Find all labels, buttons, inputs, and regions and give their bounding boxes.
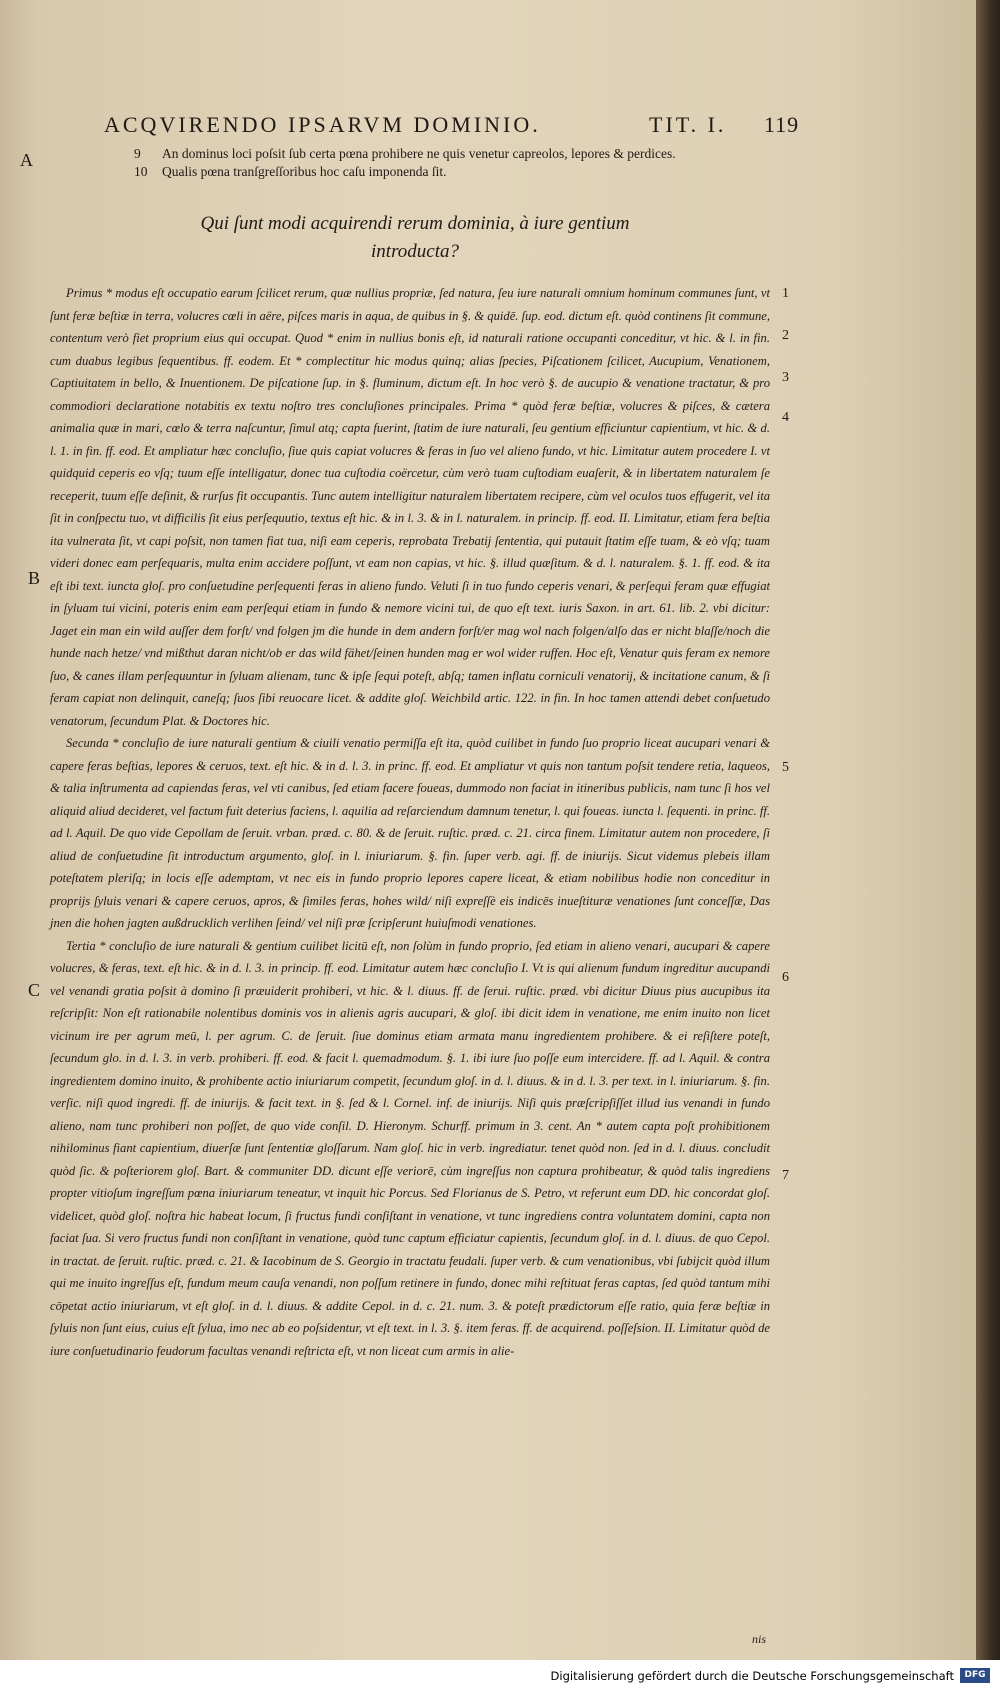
margin-letter-b: B (28, 568, 41, 588)
margin-number: 3 (782, 370, 789, 385)
margin-number: 5 (782, 760, 789, 775)
body-text (50, 282, 770, 1362)
margin-number: 7 (782, 1168, 789, 1183)
running-header (104, 112, 800, 138)
margin-letter-a: A (20, 150, 33, 170)
toc-number: 9 (134, 146, 141, 161)
paragraph: Primus * modus eſt occupatio earum ſcilicet rerum, quæ nullius propriæ, ſed natura, ſeu iure naturali omnium hominum communes ſunt, vt ſunt feræ beſtiæ in terra, volucres cœli in aëre, piſces maris in aqua, de quibus in §. & quidē. ſup. eod. dictum eſt. quòd continens ſit commune, contentum verò fiet proprium eius qui occupat. Quod * enim in nullius bonis eſt, id naturali ratione occupanti conceditur, vt hic. & l. in fin. cum duabus legibus ſequentibus. ff. eodem. Et * complectitur hic modus quinq; alias ſpecies, Piſcationem ſcilicet, Aucupium, Venationem, Captiuitatem in bello, & Inuentionem. De piſcatione ſup. in §. fluminum, dictum eſt. In hoc verò §. de aucupio & venatione tractatur, & pro commodiori declaratione notabitis ex textu noſtro tres concluſiones principales. Prima * quòd feræ beſtiæ, volucres & piſces, & cætera animalia quæ in mari, cœlo & terra naſcuntur, ſimul atq; capta fuerint, ſtatim de iure naturali, ſeu gentium efficiuntur capientium, vt hic. & d. l. 1. in fin. ff. eod. Et ampliatur hæc concluſio, ſiue quis capiat volucres & feras in ſuo vel alieno fundo, vt hic. Limitatur autem procedere I. vt quidquid ceperis eo vſq; tuum eſſe intelligatur, donec tua cuſtodia coërcetur, cùm verò tuam cuſtodiam euaſerit, & in libertatem naturalem ſe receperit, tuum eſſe deſinit, & rurſus fit occupantis. Tunc autem intelligitur naturalem libertatem recipere, cùm vel oculos tuos effugerit, vel ita ſit in conſpectu tuo, vt difficilis ſit eius perſequutio, textus eſt hic. & in l. 3. & in l. naturalem. in princip. ff. eod. II. Limitatur, etiam fera beſtia ita vulnerata ſit, vt capi poſsit, non tamen fiat tua, niſi eam ceperis, reprobata Trebatij ſententia, qui putauit ſtatim eſſe tuam, & eò vſq; tuam videri donec eam perſequaris, multa enim accidere poſſunt, vt eam non capias, vt hic. §. illud quæſitum. & d. l. naturalem. §. 1. ff. eod. & ita eſt ibi text. iuncta gloſ. pro conſuetudine perſequenti feras in alieno fundo. Veluti ſi in tuo fundo ceperis venari, & perſequi feram quæ effugiat in ſyluam tui vicini, poteris enim eam perſequi etiam in fundo & nemore vicini tui, de quo eſt text. iuris Saxon. in art. 61. lib. 2. vbi dicitur: Jaget ein man ein wild auſſer dem forſt/ vnd folgen jm die hunde in dem andern forſt/er mag wol nach folgen/alſo das er nicht blaſſe/noch die hunde nach hetze/ vnd mißthut daran nicht/ob er das wild fähet/ſeinen hunden mag er wol wider ruffen. Hoc eſt, Venatur quis feram ex nemore ſuo, & canes illam perſequuntur in ſyluam alienam, tunc & ipſe ſequi poteſt, abſq; tamen inflatu corniculi venatorij, & incitatione canum, & ſi feram capiat non delinquit, caneſq; ſuos ſibi reuocare licet. & addite gloſ. Weichbild artic. 122. in fin. In hoc tamen attendi debet conſuetudo venatorum, ſecundum Plat. & Doctores hic. (50, 286, 770, 728)
footer-credit: Digitalisierung gefördert durch die Deutsche Forschungsgemeinschaft (550, 1669, 954, 1683)
toc-text: Qualis pœna tranſgreſſoribus hoc caſu imponenda ſit. (162, 164, 447, 179)
dfg-logo: DFG (960, 1668, 990, 1683)
section-title: Qui ſunt modi acquirendi rerum dominia, à iure gentium introducta? (200, 213, 630, 262)
book-edge (976, 0, 1000, 1660)
footer-bar (0, 1660, 1000, 1692)
margin-number: 4 (782, 410, 789, 425)
toc-entry (134, 164, 447, 180)
margin-letter-c: C (28, 980, 41, 1000)
margin-number: 1 (782, 286, 789, 301)
margin-number: 2 (782, 328, 789, 343)
page-number: 119 (764, 112, 800, 137)
toc-entry (134, 146, 676, 162)
toc-number: 10 (134, 164, 148, 179)
running-title: ACQVIRENDO IPSARVM DOMINIO. (104, 112, 541, 137)
catchword: nis (752, 1632, 767, 1646)
paragraph: Tertia * concluſio de iure naturali & gentium cuilibet licitū eſt, non ſolùm in fundo proprio, ſed etiam in alieno venari, aucupari & capere volucres, & feras, text. eſt hic. & in d. l. 3. in princip. ff. eod. Limitatur autem hæc concluſio I. Vt is qui alienum fundum ingreditur aucupandi vel venandi gratia poſsit à domino ſi præuiderit prohiberi, vt hic. & l. diuus. ff. de ſerui. ruſtic. præd. vbi dicitur Diuus pius aucupibus ita reſcripſit: Non eſt rationabile nolentibus dominis vos in alienis agris aucupari, & gloſ. ibi dicit idem in venatione, me enim inuito non licet vicinum ire per agrum meū, l. per agrum. C. de ſeruit. ſiue dominus etiam armata manu ingredientem prohibere. & ei reſiſtere poteſt, ſecundum glo. in d. l. 3. in verb. prohiberi. ff. eod. & facit l. quemadmodum. §. 1. ibi iure ſuo poſſe eum intercidere. ff. ad l. Aquil. & contra ingredientem domino inuito, & prohibente actio iniuriarum competit, ſecundum gloſ. in d. l. diuus. & in d. l. 3. per text. in l. iniuriarum. §. fin. verſic. niſi quod ingredi. ff. de iniurijs. & facit text. in §. ſed & l. Cornel. inf. de iniurijs. Niſi quis præſcripſiſſet illud ius venandi in fundo alieno, nam tunc prohiberi non poſſet, de quo vide conſil. D. Hieronym. Schurff. primum in 3. cent. An * autem capta poſt prohibitionem nihilominus fiant capientium, diuerſæ ſunt ſententiæ gloſſarum. Nam gloſ. hic in verb. ingrediatur. tenet quòd non. ſed in d. l. diuus. concludit quòd ſic. & poſteriorem gloſ. Bart. & communiter DD. dicunt eſſe veriorē, cùm ingreſſus non captura prohibeatur, & quòd talis ingrediens propter vitioſum ingreſſum pœna iniuriarum teneatur, vt inquit hic Porcus. Sed Florianus de S. Petro, vt referunt eum DD. hic concordat gloſ. videlicet, quòd gloſ. noſtra hic habeat locum, ſi fructus fundi conſiſtant in venatione, vt tunc ingrediens contra voluntatem domini, capta non faciat ſua. Si vero fructus fundi non conſiſtant in venatione, quòd tunc captum efficiatur capientis, ſecundum gloſ. in d. l. diuus. de quo Cepol. in tractat. de ſeruit. ruſtic. præd. c. 21. & Iacobinum de S. Georgio in tractatu feudali. ſuper verb. & cum venationibus, vbi ſubijcit quòd illum qui me inuito ingreſſus eſt, fundum meum cauſa venandi, non poſſum retinere in fundo, donec mihi reſtituat feras captas, ſed quòd tantum mihi cōpetat actio iniuriarum, vt eſt gloſ. in d. l. diuus. & addite Cepol. in d. c. 21. num. 3. & poteſt prædictorum eſſe ratio, quia feræ beſtiæ in ſyluis non ſunt eius, cuius eſt ſylua, imo nec ab eo poſsidentur, vt eſt text. in l. 3. §. item feras. ff. de acquirend. poſſeſsion. II. Limitatur quòd de iure conſuetudinario feudorum facultas venandi reſtricta eſt, vt non liceat cum armis in alie- (50, 938, 770, 1358)
margin-number: 6 (782, 970, 789, 985)
title-marker: TIT. I. (649, 112, 727, 137)
paragraph: Secunda * concluſio de iure naturali gentium & ciuili venatio permiſſa eſt ita, quòd cuilibet in fundo ſuo proprio liceat aucupari venari & capere feras beſtias, lepores & ceruos, text. eſt hic. & in d. l. 3. in princ. ff. eod. Et ampliatur vt quis non tantum poſsit tendere retia, laqueos, & talia inſtrumenta ad capiendas feras, vel vti canibus, ſed etiam facere foueas, dummodo non faciat in itineribus publicis, nam tunc ſi hos vel aliquid aliud decideret, vel factum fuit deterius faciens, l. aquilia ad reſarciendum damnum tenetur, l. qui foueas. iuncta l. ſequenti. in princ. ff. ad l. Aquil. De quo vide Cepollam de ſeruit. vrban. præd. c. 80. & de ſeruit. ruſtic. præd. c. 21. circa finem. Limitatur autem non procedere, ſi aliud de conſuetudine ſit introductum argumento, gloſ. in l. iniuriarum. §. fin. ſuper verb. agi. ff. de iniurijs. Sicut videmus plebeis illam poteſtatem pleriſq; in locis eſſe ademptam, vt nec eis in fundo proprio lepores capere liceat, & etiam nobilibus hodie non conceditur in proprijs ſyluis venari & capere ceruos, apros, & ſimiles feras, hohes wild/ niſi expreſſè eis indicēs inueſtituræ venationes ſunt conceſſæ, Das jnen die hohen jagten außdrucklich verlihen ſeind/ vel niſi præ ſcripſerunt huiuſmodi venationes. (50, 736, 770, 930)
toc-text: An dominus loci poſsit ſub certa pœna prohibere ne quis venetur capreolos, lepores & perdices. (162, 146, 676, 161)
